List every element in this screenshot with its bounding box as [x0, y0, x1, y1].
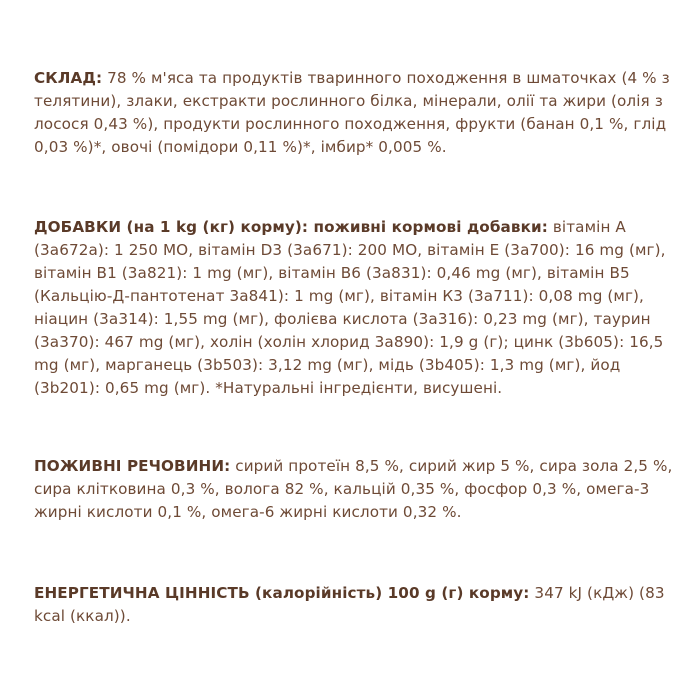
- energy-text: 347 kJ (кДж) (83 kcal (ккал)).: [34, 584, 665, 625]
- nutrients-heading: ПОЖИВНІ РЕЧОВИНИ:: [34, 457, 231, 475]
- composition-text: 78 % м'яса та продуктів тваринного походження в шматочках (4 % з телятини), злаки, екстракти рослинного білка, мінерали, олії та жири (олія з лосося 0,43 %), продукти рослинного походження, фрукти (банан 0,1 %, глід 0,03 %)*, овочі (помідори 0,11 %)*, імбир* 0,005 %.: [34, 69, 670, 156]
- additives-text: вітамін А (3a672a): 1 250 МО, вітамін D3 (3a671): 200 МО, вітамін Е (3a700): 16 mg (мг), вітамін В1 (3a821): 1 mg (мг), вітамін В6 (3a831): 0,46 mg (мг), вітамін В5 (Кальцію-Д-пантотенат 3a841): 1 mg (мг), вітамін К3 (3a711): 0,08 mg (мг), ніацин (3a314): 1,55 mg (мг), фолієва кислота (3a316): 0,23 mg (мг), таурин (3a370): 467 mg (мг), холін (холін хлорид 3a890): 1,9 g (г); цинк (3b605): 16,5 mg (мг), марганець (3b503): 3,12 mg (мг), мідь (3b405): 1,3 mg (мг), йод (3b201): 0,65 mg (мг). *Натуральні інгредієнти, висушені.: [34, 218, 666, 397]
- energy-heading: ЕНЕРГЕТИЧНА ЦІННІСТЬ (калорійність) 100 g (г) корму:: [34, 584, 530, 602]
- composition-section: [34, 67, 674, 159]
- composition-heading: СКЛАД:: [34, 69, 103, 87]
- nutrients-text: сирий протеїн 8,5 %, сирий жир 5 %, сира зола 2,5 %, сира клітковина 0,3 %, волога 82 %, кальцій 0,35 %, фосфор 0,3 %, омега-3 жирні кислоти 0,1 %, омега-6 жирні кислоти 0,32 %.: [34, 457, 673, 521]
- additives-subheading: поживні кормові добавки:: [308, 218, 548, 236]
- additives-heading: ДОБАВКИ (на 1 kg (кг) корму):: [34, 218, 309, 236]
- additives-section: [34, 216, 674, 400]
- energy-section: [34, 582, 674, 628]
- nutrients-section: [34, 455, 674, 524]
